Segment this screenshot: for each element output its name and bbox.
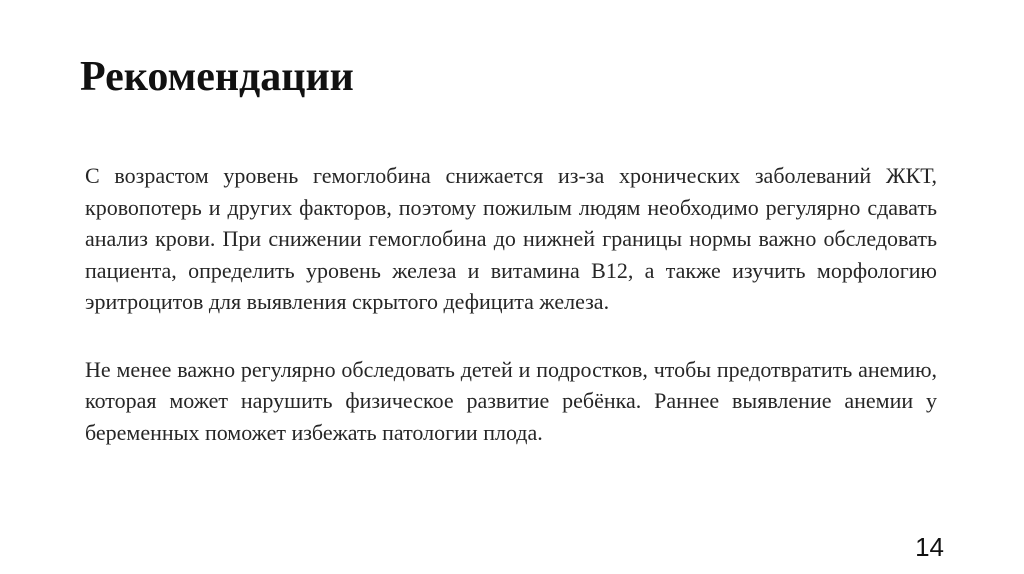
paragraph-elderly: С возрастом уровень гемоглобина снижается из-за хронических заболеваний ЖКТ, кровопотерь и других факторов, поэтому пожилым людям необходимо регулярно сдавать анализ крови. При снижении гемоглобина до нижней границы нормы важно обследовать пациента, определить уровень железа и витамина В12, а также изучить морфологию эритроцитов для выявления скрытого дефицита железа. [85,163,937,314]
paragraph-children-pregnancy: Не менее важно регулярно обследовать детей и подростков, чтобы предотвратить анемию, которая может нарушить физическое развитие ребёнка. Раннее выявление анемии у беременных поможет избежать патологии плода. [85,356,937,445]
slide-title: Рекомендации [80,54,354,100]
page-number: 14 [915,532,944,562]
slide-body [85,160,937,448]
